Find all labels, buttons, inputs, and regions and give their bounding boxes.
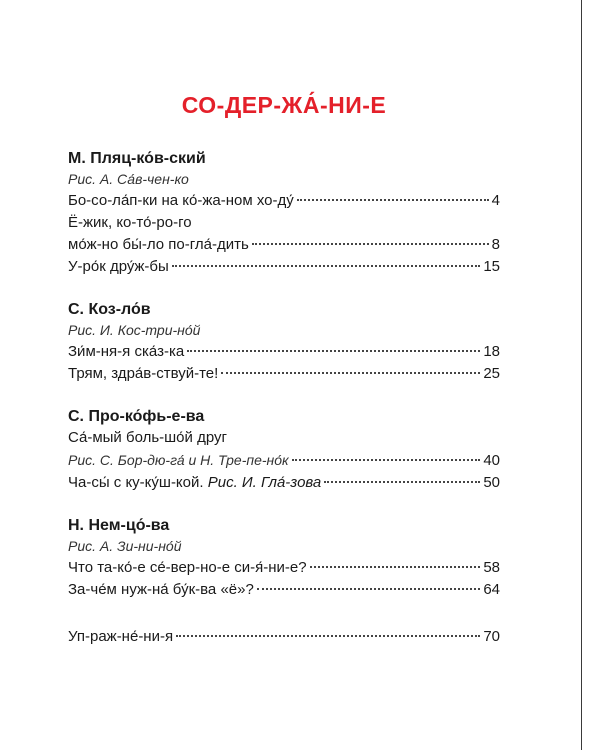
author-name: Н. Нем-цо́-ва: [68, 517, 170, 534]
page-number: 58: [483, 559, 500, 576]
illustrator-credit: Рис. С. Бор-дю-га́ и Н. Тре-пе-но́к: [68, 452, 289, 468]
dot-leader: [252, 243, 489, 245]
section-nemtsova: [68, 516, 500, 601]
entry-title: Что та-ко́-е се́-вер-но-е си-я́-ни-е?: [68, 559, 307, 576]
dot-leader: [297, 199, 489, 201]
entry-title: мо́ж-но бы́-ло по-гла́-дить: [68, 236, 249, 253]
page-number: 18: [483, 343, 500, 360]
illustrator-credit: Рис. А. Са́в-чен-ко: [68, 171, 189, 187]
contents-page: [68, 0, 500, 648]
page-number: 8: [491, 236, 500, 253]
entry-title: За-че́м нуж-на́ бу́к-ва «ё»?: [68, 581, 254, 598]
page-edge-line: [581, 0, 582, 750]
toc-entry[interactable]: [68, 449, 500, 472]
page-number: 40: [483, 452, 500, 469]
entry-title: Уп-раж-не́-ни-я: [68, 628, 174, 645]
page-number: 70: [483, 628, 500, 645]
toc-entry[interactable]: [68, 626, 500, 648]
entry-title: У-ро́к дру́ж-бы: [68, 258, 169, 275]
page-number: 64: [483, 581, 500, 598]
entry-title: Зи́м-ня-я ска́з-ка: [68, 343, 185, 360]
dot-leader: [292, 459, 481, 461]
toc-entry[interactable]: [68, 557, 500, 579]
dot-leader: [221, 372, 480, 374]
section-kozlov: [68, 300, 500, 385]
author-name: С. Про-ко́фь-е-ва: [68, 408, 205, 425]
entry-title: Ча-сы́ с ку-ку́ш-кой.: [68, 474, 204, 491]
dot-leader: [176, 635, 480, 637]
dot-leader: [324, 481, 480, 483]
author-name: С. Коз-ло́в: [68, 301, 151, 318]
dot-leader: [187, 350, 480, 352]
illustrator-credit: Рис. И. Кос-три-но́й: [68, 322, 201, 338]
page-number: 4: [491, 192, 500, 209]
entry-title-with-credit: [68, 472, 321, 494]
toc-entry[interactable]: [68, 256, 500, 278]
toc-entry[interactable]: [68, 579, 500, 601]
toc-entry[interactable]: [68, 190, 500, 212]
page-title: СО-ДЕР-ЖА́-НИ-Е: [181, 92, 387, 118]
toc-entry[interactable]: [68, 363, 500, 385]
dot-leader: [172, 265, 481, 267]
entry-title-line-1: Ё-жик, ко-то́-ро-го: [68, 214, 192, 231]
illustrator-credit: Рис. А. Зи-ни-но́й: [68, 538, 182, 554]
toc-entry[interactable]: [68, 472, 500, 494]
author-name: М. Пляц-ко́в-ский: [68, 150, 206, 167]
entry-title: Трям, здра́в-ствуй-те!: [68, 365, 219, 382]
page-number: 50: [483, 474, 500, 491]
toc-entry[interactable]: [68, 341, 500, 363]
dot-leader: [257, 588, 481, 590]
section-exercises: [68, 626, 500, 648]
section-prokofieva: [68, 407, 500, 494]
illustrator-credit: Рис. И. Гла́-зова: [207, 474, 322, 491]
page-number: 25: [483, 365, 500, 382]
section-plyatskovsky: [68, 149, 500, 278]
entry-title-line-1: Са́-мый боль-шо́й друг: [68, 429, 227, 446]
entry-title: Бо-со-ла́п-ки на ко́-жа-ном хо-ду́: [68, 192, 294, 209]
toc-entry[interactable]: [68, 234, 500, 256]
page-number: 15: [483, 258, 500, 275]
dot-leader: [310, 566, 481, 568]
